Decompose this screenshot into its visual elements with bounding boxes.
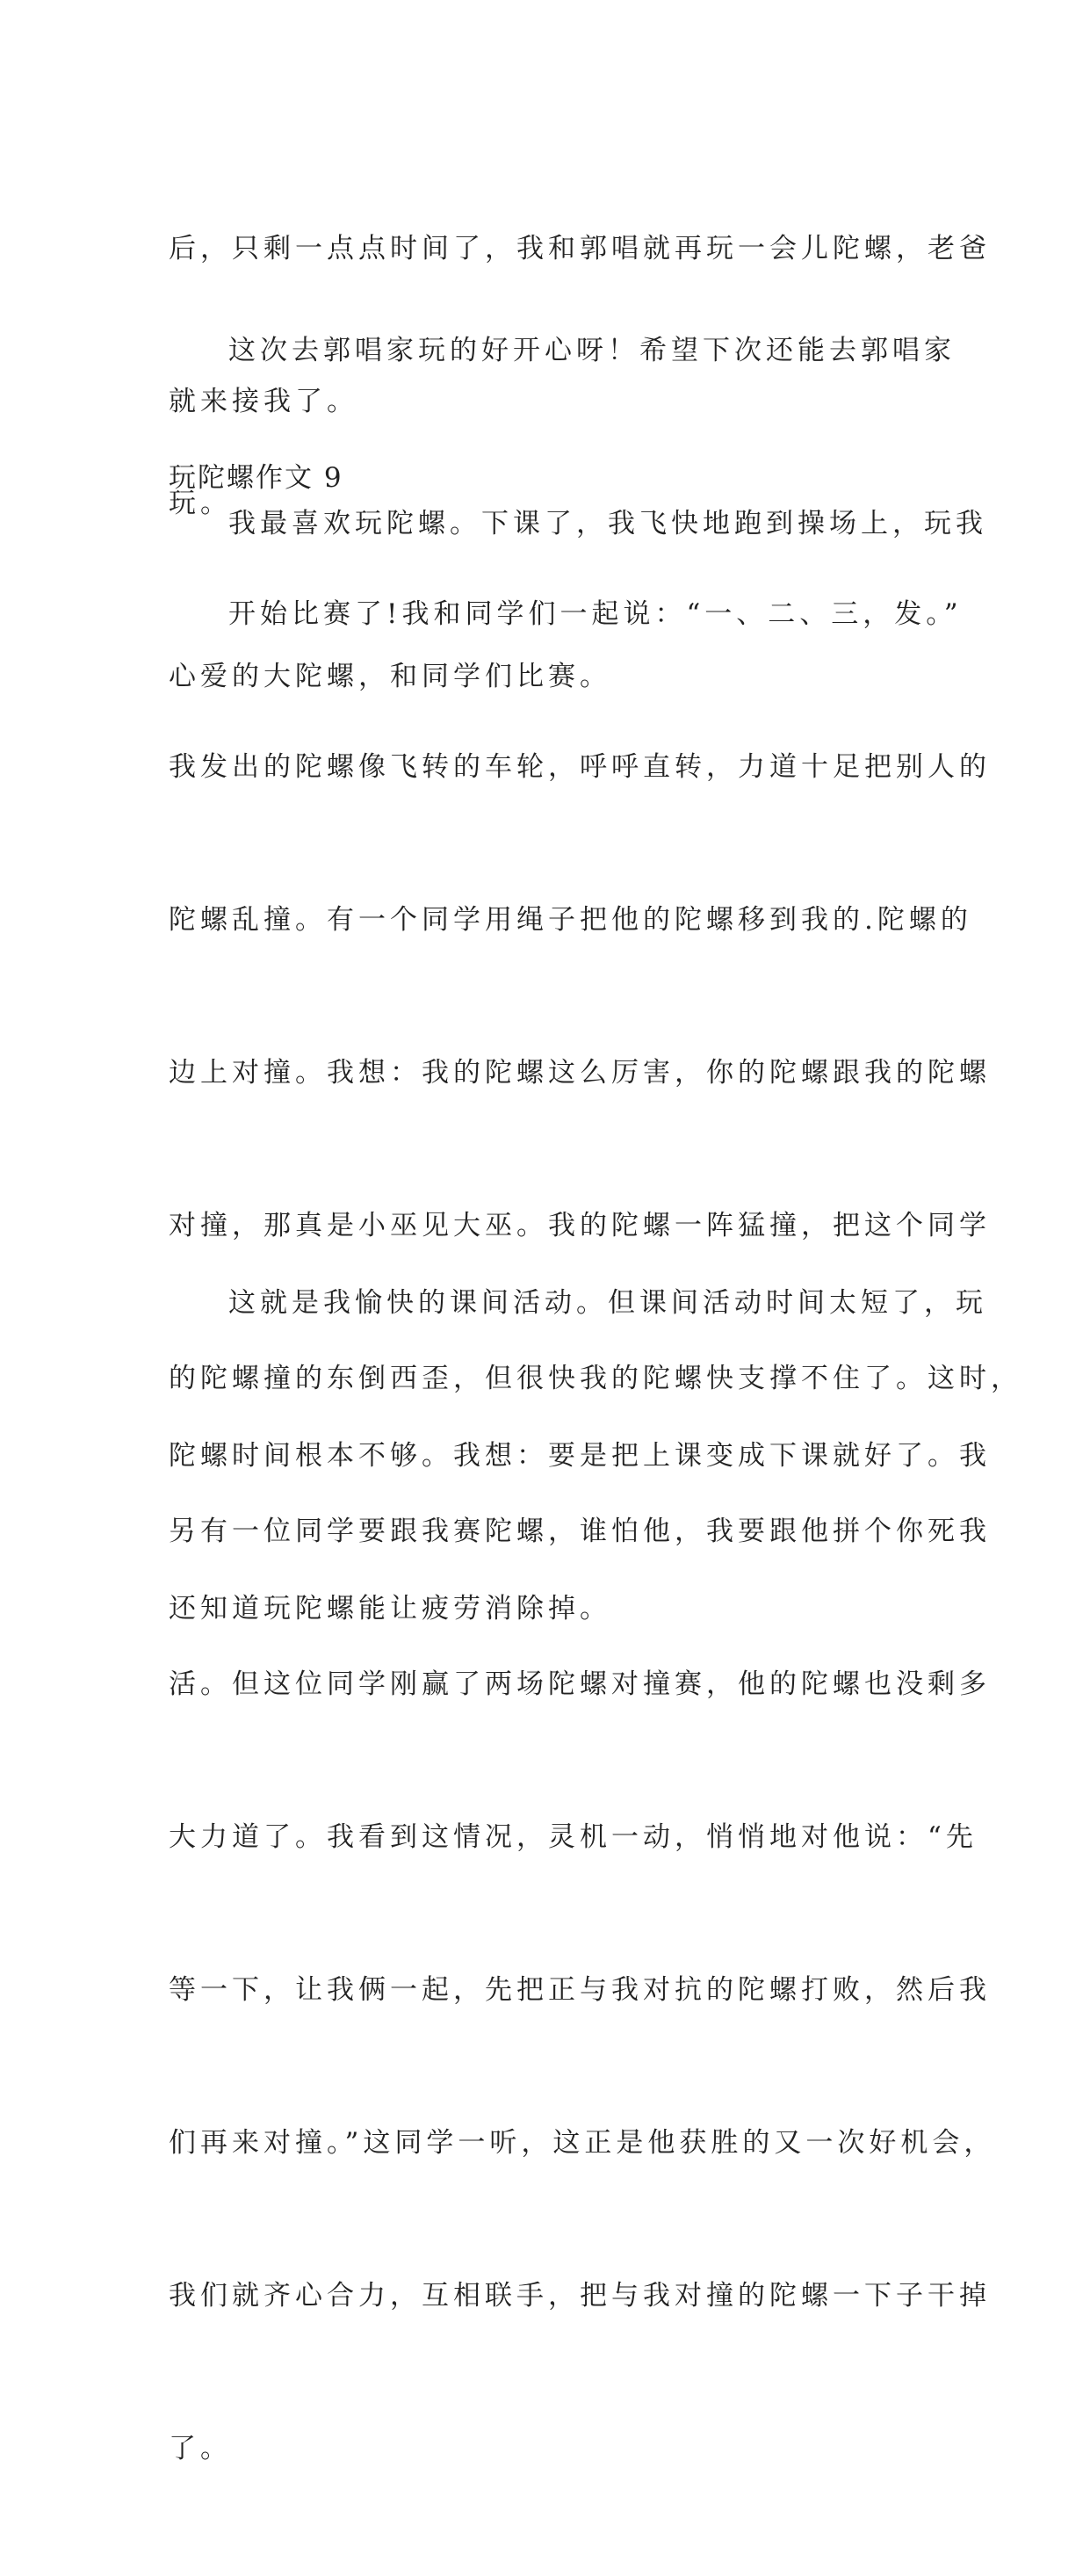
paragraph-summary — [169, 1176, 1022, 1736]
text-line: 活。但这位同学刚赢了两场陀螺对撞赛，他的陀螺也没剩多 — [169, 1668, 991, 1700]
text-line: 了。 — [169, 2433, 232, 2464]
text-line: 开始比赛了!我和同学们一起说：“一、二、三，发。” — [228, 598, 963, 630]
text-line: 们再来对撞。”这同学一听，这正是他获胜的又一次好机会， — [169, 2127, 996, 2159]
text-line: 这次去郭唱家玩的好开心呀！希望下次还能去郭唱家 — [228, 335, 956, 366]
text-line: 还知道玩陀螺能让疲劳消除掉。 — [169, 1593, 611, 1624]
text-line: 我们就齐心合力，互相联手，把与我对撞的陀螺一下子干掉 — [169, 2280, 991, 2312]
text-line: 边上对撞。我想：我的陀螺这么厉害，你的陀螺跟我的陀螺 — [169, 1057, 991, 1089]
text-line: 我发出的陀螺像飞转的车轮，呼呼直转，力道十足把别人的 — [169, 751, 991, 783]
text-line: 玩。 — [169, 488, 232, 519]
essay-title-text: 玩陀螺作文 9 — [169, 462, 343, 494]
text-line: 陀螺时间根本不够。我想：要是把上课变成下课就好了。我 — [169, 1440, 991, 1472]
text-line: 这就是我愉快的课间活动。但课间活动时间太短了，玩 — [228, 1287, 987, 1319]
text-line: 大力道了。我看到这情况，灵机一动，悄悄地对他说：“先 — [169, 1821, 978, 1853]
text-line: 我最喜欢玩陀螺。下课了，我飞快地跑到操场上，玩我 — [228, 508, 987, 539]
text-line: 陀螺乱撞。有一个同学用绳子把他的陀螺移到我的.陀螺的 — [169, 904, 972, 936]
text-line: 等一下，让我俩一起，先把正与我对抗的陀螺打败，然后我 — [169, 1974, 991, 2006]
text-line: 就来接我了。 — [169, 386, 358, 417]
text-line: 后，只剩一点点时间了，我和郭唱就再玩一会儿陀螺，老爸 — [169, 233, 991, 264]
text-line: 另有一位同学要跟我赛陀螺，谁怕他，我要跟他拼个你死我 — [169, 1516, 991, 1547]
text-line: 对撞，那真是小巫见大巫。我的陀螺一阵猛撞，把这个同学 — [169, 1210, 991, 1241]
text-line: 的陀螺撞的东倒西歪，但很快我的陀螺快支撑不住了。这时， — [169, 1363, 1022, 1394]
text-line: 心爱的大陀螺，和同学们比赛。 — [169, 661, 611, 692]
